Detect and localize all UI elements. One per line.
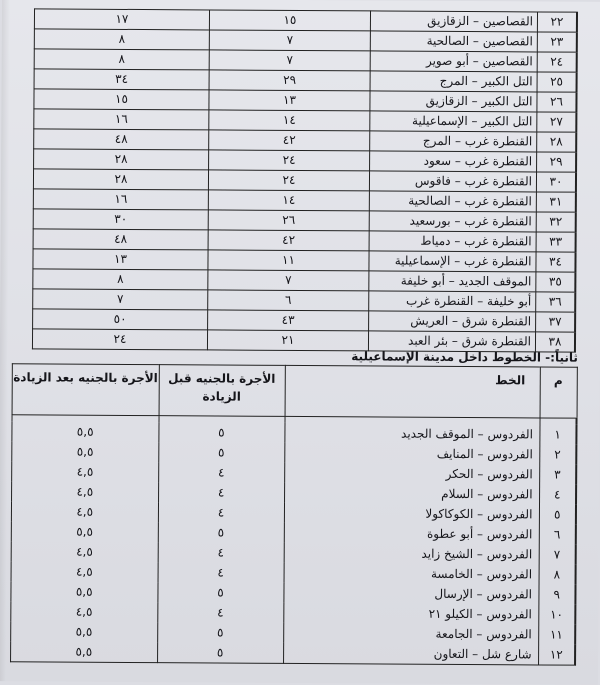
header-num: م	[540, 367, 577, 418]
header-fare-before: الأجرة بالجنيه قبل الزيادة	[159, 365, 285, 417]
fare-before: ٥	[157, 622, 283, 643]
row-number: ٣٥	[536, 272, 576, 292]
row-number: ٥	[539, 504, 576, 524]
row-number: ١١	[538, 624, 575, 644]
ismailia-city-fares-table	[10, 363, 578, 665]
fare-after: ٤٨	[33, 229, 208, 250]
fare-before: ٢٤	[208, 170, 369, 191]
fare-before: ٥	[158, 422, 284, 443]
route-name: القصاصين – أبو صوير	[370, 51, 537, 72]
route-name: القصاصين – الصالحية	[370, 31, 537, 52]
route-name: الفردوس – الكوكاكولا	[284, 503, 539, 525]
intercity-fares-body	[32, 9, 577, 352]
route-name: الفردوس – الشيخ زايد	[284, 543, 539, 565]
fare-after: ١٦	[34, 109, 209, 130]
row-number: ١٠	[538, 604, 575, 624]
fare-after: ٥,٥	[11, 641, 158, 662]
fare-after: ١٥	[34, 89, 209, 110]
route-name: التل الكبير – الإسماعيلية	[370, 111, 537, 132]
fare-after: ١٣	[33, 249, 208, 270]
table-row	[33, 209, 576, 232]
row-number: ٣٣	[536, 232, 576, 252]
row-number: ٢٥	[537, 72, 577, 92]
route-name: القنطرة غرب – المرج	[370, 131, 537, 152]
row-number: ٣٠	[536, 172, 576, 192]
fare-after: ٤,٥	[11, 601, 158, 622]
fare-before: ٥	[158, 442, 284, 463]
fare-before: ٧	[209, 50, 370, 71]
route-name: القنطرة غرب – الإسماعيلية	[369, 251, 536, 272]
fare-before: ٢٤	[209, 150, 370, 171]
row-number: ٢٩	[537, 152, 577, 172]
fare-before: ١٣	[209, 90, 370, 111]
fare-before: ٤	[158, 562, 284, 583]
route-name: الموقف الجديد – أبو خليفة	[369, 271, 536, 292]
fare-after: ٣٤	[34, 69, 209, 90]
fare-after: ٥,٥	[11, 521, 158, 542]
fare-after: ٢٤	[32, 329, 207, 350]
fare-after: ٢٨	[34, 149, 209, 170]
row-number: ٧	[539, 544, 576, 564]
fare-after: ٤,٥	[11, 501, 158, 522]
table-row	[34, 129, 577, 152]
row-number: ٦	[539, 524, 576, 544]
fare-before: ٢١	[207, 330, 368, 351]
fare-before: ١١	[208, 250, 369, 271]
table-row	[34, 9, 577, 32]
table-row	[33, 169, 576, 192]
fare-before: ٤	[158, 482, 284, 503]
fare-after: ٨	[34, 29, 209, 50]
row-number: ٣٧	[536, 312, 576, 332]
table-row	[34, 149, 577, 172]
fare-after: ٤,٥	[11, 561, 158, 582]
row-number: ٣١	[536, 192, 576, 212]
fare-before: ٤	[158, 462, 284, 483]
fare-before: ١٤	[209, 110, 370, 131]
row-number: ٩	[538, 584, 575, 604]
fare-before: ٤	[158, 502, 284, 523]
fare-after: ٣٠	[33, 209, 208, 230]
route-name: القنطرة شرق – العريش	[369, 311, 536, 332]
row-number: ٨	[539, 564, 576, 584]
fare-after: ٤,٥	[12, 461, 159, 482]
table-row	[33, 309, 576, 332]
fare-after: ١٦	[33, 189, 208, 210]
row-number: ٢٢	[537, 12, 577, 32]
row-number: ٢٨	[537, 132, 577, 152]
row-number: ٤	[539, 484, 576, 504]
fare-before: ٢٦	[208, 210, 369, 231]
fare-before: ٧	[208, 270, 369, 291]
fare-after: ٥,٥	[11, 621, 158, 642]
route-name: التل الكبير – الزقازيق	[370, 91, 537, 112]
section-heading: ثانياً:- الخطوط داخل مدينة الإسماعيلية	[351, 349, 578, 365]
fare-before: ٤	[157, 602, 283, 623]
route-name: الفردوس – الجامعة	[283, 623, 538, 645]
route-name: القنطرة شرق – بئر العبد	[368, 331, 535, 352]
fare-before: ٥	[157, 582, 283, 603]
route-name: أبو خليفة – القنطرة غرب	[369, 291, 536, 312]
row-number: ٣٨	[535, 332, 575, 352]
fare-before: ٦	[208, 290, 369, 311]
route-name: شارع شل – التعاون	[283, 643, 538, 665]
route-name: القنطرة غرب – الصالحية	[369, 191, 536, 212]
fare-before: ٤	[158, 542, 284, 563]
route-name: التل الكبير – المرج	[370, 71, 537, 92]
header-route: الخط	[285, 365, 540, 418]
table-row	[33, 189, 576, 212]
route-name: القنطرة غرب – سعود	[370, 151, 537, 172]
route-name: الفردوس – الكيلو ٢١	[283, 603, 538, 625]
row-number: ١	[539, 424, 576, 444]
table-row	[33, 249, 576, 272]
fare-before: ٤٢	[209, 130, 370, 151]
intercity-fares-table	[32, 8, 578, 352]
fare-after: ٨	[34, 49, 209, 70]
fare-before: ١٥	[209, 10, 370, 31]
fare-after: ٥,٥	[12, 421, 159, 442]
row-number: ١٢	[538, 644, 575, 665]
route-name: الفردوس – الإرسال	[283, 583, 538, 605]
row-number: ٢٧	[537, 112, 577, 132]
table-row	[34, 109, 577, 132]
route-name: الفردوس – أبو عطوة	[284, 523, 539, 545]
fare-after: ٥,٥	[12, 441, 159, 462]
fare-before: ٥	[157, 642, 283, 663]
row-number: ٣٢	[536, 212, 576, 232]
fare-before: ١٤	[208, 190, 369, 211]
table-row	[33, 229, 576, 252]
row-number: ٢٣	[537, 32, 577, 52]
row-number: ٢	[539, 444, 576, 464]
route-name: القنطرة غرب – دمياط	[369, 231, 536, 252]
table-row	[34, 89, 577, 112]
fare-before: ٢٩	[209, 70, 370, 91]
row-number: ٣	[539, 464, 576, 484]
route-name: الفردوس – الحكر	[284, 463, 539, 485]
table-row	[34, 69, 577, 92]
fare-after: ٢٨	[33, 169, 208, 190]
fare-after: ٥٠	[33, 309, 208, 330]
route-name: الفردوس – الخامسة	[284, 563, 539, 585]
page-shadow	[0, 0, 10, 681]
fare-before: ٤٣	[208, 310, 369, 331]
route-name: القنطرة غرب – فاقوس	[369, 171, 536, 192]
fare-after: ٤,٥	[11, 541, 158, 562]
row-number: ٣٦	[536, 292, 576, 312]
fare-after: ٧	[33, 289, 208, 310]
route-name: الفردوس – الموقف الجديد	[284, 423, 539, 445]
fare-before: ٧	[209, 30, 370, 51]
fare-after: ١٧	[34, 9, 209, 30]
header-row	[12, 364, 577, 418]
table-row	[11, 641, 576, 665]
fare-after: ٤٨	[34, 129, 209, 150]
fare-before: ٥	[158, 522, 284, 543]
fare-after: ٤,٥	[12, 481, 159, 502]
header-fare-after: الأجرة بالجنيه بعد الزيادة	[12, 364, 159, 416]
row-number: ٣٤	[536, 252, 576, 272]
row-number: ٢٦	[537, 92, 577, 112]
ismailia-city-fares-body	[11, 415, 577, 665]
route-name: القنطرة غرب – بورسعيد	[369, 211, 536, 232]
fare-before: ٤٢	[208, 230, 369, 251]
row-number: ٢٤	[537, 52, 577, 72]
route-name: القصاصين – الزقازيق	[370, 11, 537, 32]
fare-after: ٨	[33, 269, 208, 290]
route-name: الفردوس – السلام	[284, 483, 539, 505]
fare-after: ٥,٥	[11, 581, 158, 602]
route-name: الفردوس – المنايف	[284, 443, 539, 465]
